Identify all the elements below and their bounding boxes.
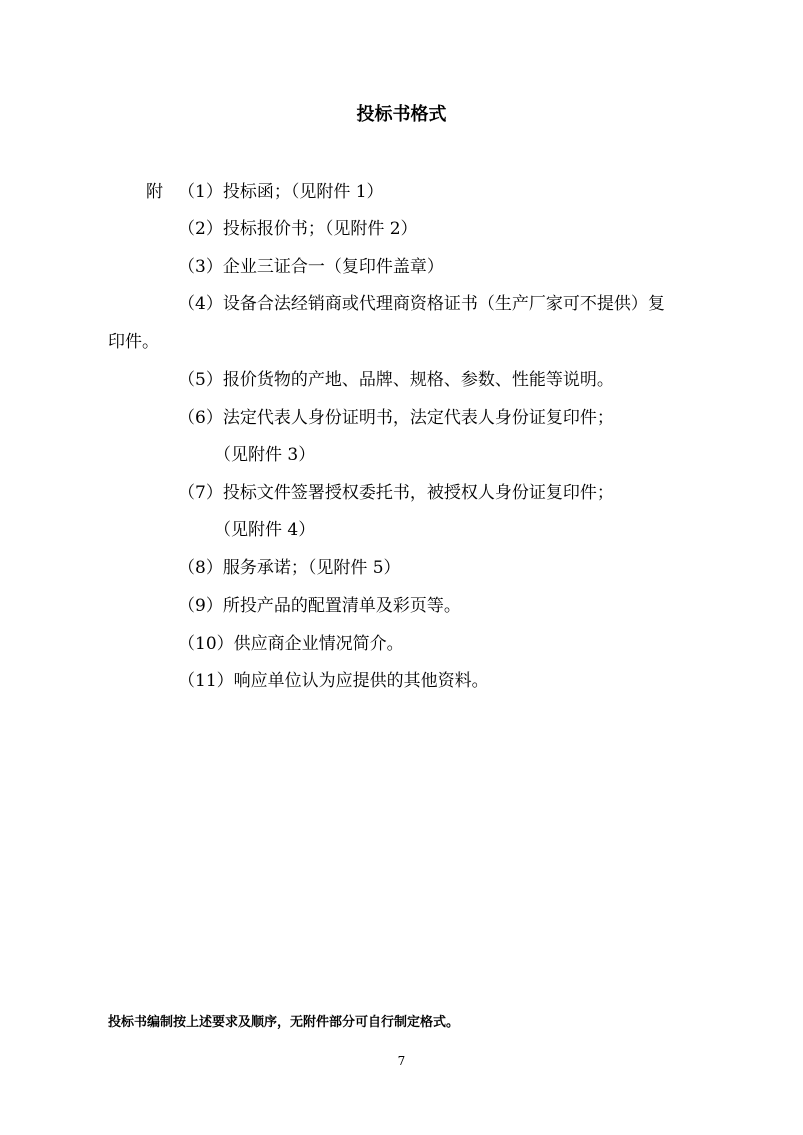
list-item-8: （8）服务承诺；（见附件 5）	[178, 558, 401, 578]
list-item-6-reference: （见附件 3）	[214, 445, 316, 465]
list-item-2: （2）投标报价书；（见附件 2）	[178, 219, 418, 239]
list-item-9: （9）所投产品的配置清单及彩页等。	[178, 596, 461, 616]
list-item-3: （3）企业三证合一（复印件盖章）	[178, 257, 444, 277]
attachment-prefix: 附	[146, 182, 163, 202]
list-item-7-reference: （见附件 4）	[214, 520, 316, 540]
page-number: 7	[397, 1054, 406, 1068]
document-title: 投标书格式	[356, 104, 447, 125]
list-item-10: （10）供应商企业情况简介。	[178, 634, 404, 654]
list-item-5: （5）报价货物的产地、品牌、规格、参数、性能等说明。	[178, 370, 614, 390]
footer-note: 投标书编制按上述要求及顺序，无附件部分可自行制定格式。	[108, 1015, 460, 1030]
list-item-11: （11）响应单位认为应提供的其他资料。	[178, 671, 489, 691]
list-item-4: （4）设备合法经销商或代理商资格证书（生产厂家可不提供）复	[178, 294, 665, 314]
list-item-4-continuation: 印件。	[108, 332, 159, 352]
list-item-7: （7）投标文件签署授权委托书，被授权人身份证复印件；	[178, 483, 614, 503]
list-item-1: （1）投标函；（见附件 1）	[178, 182, 384, 202]
list-item-6: （6）法定代表人身份证明书，法定代表人身份证复印件；	[178, 408, 614, 428]
